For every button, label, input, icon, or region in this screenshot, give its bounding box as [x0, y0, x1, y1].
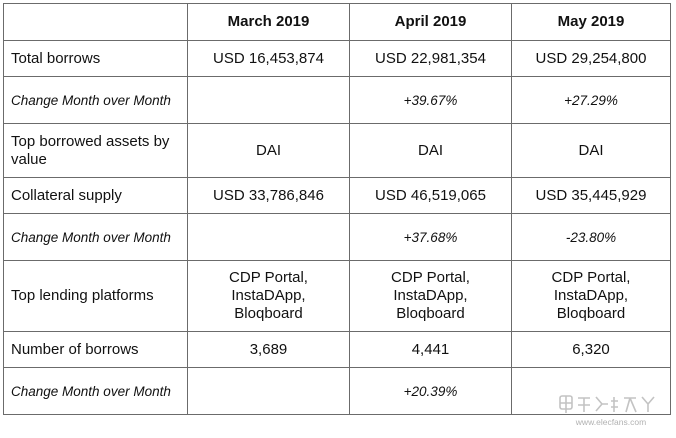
platform-line: CDP Portal, [551, 269, 631, 286]
cell-march: 3,689 [188, 332, 350, 368]
svg-text:www.elecfans.com: www.elecfans.com [575, 417, 647, 427]
row-label: Change Month over Month [4, 368, 188, 415]
row-label: Number of borrows [4, 332, 188, 368]
cell-march [188, 261, 350, 332]
cell-april: 4,441 [350, 332, 512, 368]
cell-march: DAI [188, 124, 350, 178]
cell-march [188, 368, 350, 415]
platform-line: CDP Portal, [229, 269, 308, 286]
header-empty [4, 4, 188, 41]
header-may: May 2019 [512, 4, 671, 41]
row-top-borrowed-assets [4, 124, 671, 178]
platform-line: Bloqboard [556, 305, 626, 322]
row-label: Collateral supply [4, 178, 188, 214]
platform-line: InstaDApp, [231, 287, 306, 304]
platform-line: InstaDApp, [393, 287, 468, 304]
cell-april: DAI [350, 124, 512, 178]
cell-march: USD 16,453,874 [188, 41, 350, 77]
cell-april: USD 46,519,065 [350, 178, 512, 214]
cell-april: +39.67% [350, 77, 512, 124]
cell-may: DAI [512, 124, 671, 178]
row-label: Change Month over Month [4, 214, 188, 261]
platform-line: Bloqboard [396, 305, 465, 322]
cell-april [350, 261, 512, 332]
cell-april: +20.39% [350, 368, 512, 415]
row-total-borrows [4, 41, 671, 77]
cell-march [188, 214, 350, 261]
platform-line: Bloqboard [234, 305, 303, 322]
row-label: Top borrowed assets by value [4, 124, 188, 178]
cell-march [188, 77, 350, 124]
cell-april: USD 22,981,354 [350, 41, 512, 77]
row-label: Change Month over Month [4, 77, 188, 124]
platform-line: InstaDApp, [553, 287, 629, 304]
row-change-borrows [4, 77, 671, 124]
row-label: Top lending platforms [4, 261, 188, 332]
cell-may: -23.80% [512, 214, 671, 261]
header-april: April 2019 [350, 4, 512, 41]
comparison-table-container [3, 3, 671, 415]
row-top-lending-platforms [4, 261, 671, 332]
row-change-collateral [4, 214, 671, 261]
cell-may [512, 368, 671, 415]
cell-may: 6,320 [512, 332, 671, 368]
row-number-of-borrows [4, 332, 671, 368]
platform-line: CDP Portal, [391, 269, 470, 286]
cell-may: +27.29% [512, 77, 671, 124]
cell-may [512, 261, 671, 332]
header-row [4, 4, 671, 41]
row-label: Total borrows [4, 41, 188, 77]
row-collateral-supply [4, 178, 671, 214]
row-change-number-of-borrows [4, 368, 671, 415]
cell-april: +37.68% [350, 214, 512, 261]
monthly-comparison-table [3, 3, 671, 415]
cell-march: USD 33,786,846 [188, 178, 350, 214]
cell-may: USD 35,445,929 [512, 178, 671, 214]
cell-may: USD 29,254,800 [512, 41, 671, 77]
header-march: March 2019 [188, 4, 350, 41]
